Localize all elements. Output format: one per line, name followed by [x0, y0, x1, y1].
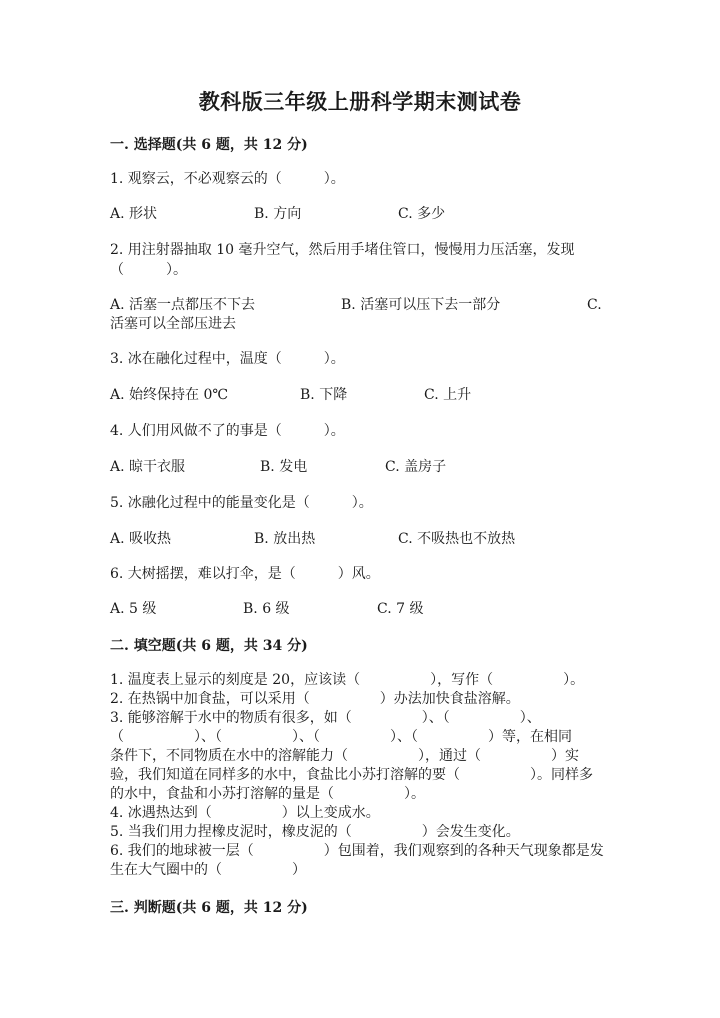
question-6-option-b: B. 6 级	[243, 601, 290, 617]
question-5-option-c: C. 不吸热也不放热	[398, 531, 516, 547]
question-2-option-a: A. 活塞一点都压不下去	[110, 297, 256, 313]
question-1-option-b: B. 方向	[254, 206, 302, 222]
section-2-heading: 二. 填空题(共 6 题，共 34 分)	[110, 638, 308, 654]
page-title: 教科版三年级上册科学期末测试卷	[198, 89, 522, 114]
question-3-option-c: C. 上升	[424, 387, 472, 403]
question-2-option-c-text: 活塞可以全部压进去	[110, 316, 236, 332]
question-3-option-b: B. 下降	[300, 387, 348, 403]
question-2-option-c: C.	[587, 297, 602, 313]
question-6-option-c: C. 7 级	[377, 601, 424, 617]
question-2-stem-line-2: （ ）。	[110, 262, 187, 278]
fill-line-5: 条件下，不同物质在水中的溶解能力（ ），通过（ ）实	[110, 748, 579, 764]
question-1-option-a: A. 形状	[110, 206, 158, 222]
question-6-stem: 6. 大树摇摆，难以打伞，是（ ）风。	[110, 566, 380, 582]
question-6-option-a: A. 5 级	[110, 601, 157, 617]
question-1-option-c: C. 多少	[398, 206, 446, 222]
fill-line-4: （ ）、（ ）、（ ）、（ ）等，在相同	[110, 729, 572, 745]
fill-line-7: 的水中，食盐和小苏打溶解的量是（ ）。	[110, 786, 425, 802]
question-3-stem: 3. 冰在融化过程中，温度（ ）。	[110, 351, 345, 367]
fill-line-3: 3. 能够溶解于水中的物质有很多，如（ ）、（ ）、	[110, 710, 541, 726]
question-4-option-a: A. 晾干衣服	[110, 459, 186, 475]
section-3-heading: 三. 判断题(共 6 题，共 12 分)	[110, 900, 308, 916]
question-4-stem: 4. 人们用风做不了的事是（ ）。	[110, 423, 345, 439]
question-1-stem: 1. 观察云，不必观察云的（ ）。	[110, 171, 345, 187]
question-5-option-a: A. 吸收热	[110, 531, 172, 547]
question-2-stem-line-1: 2. 用注射器抽取 10 毫升空气，然后用手堵住管口，慢慢用力压活塞，发现	[110, 242, 575, 258]
question-4-option-b: B. 发电	[260, 459, 308, 475]
fill-line-6: 验，我们知道在同样多的水中，食盐比小苏打溶解的要（ ）。同样多	[110, 767, 593, 783]
question-2-option-b: B. 活塞可以压下去一部分	[341, 297, 501, 313]
section-1-heading: 一. 选择题(共 6 题，共 12 分)	[110, 137, 308, 153]
question-3-option-a: A. 始终保持在 0℃	[110, 387, 229, 403]
fill-line-2: 2. 在热锅中加食盐，可以采用（ ）办法加快食盐溶解。	[110, 691, 520, 707]
fill-line-11: 生在大气圈中的（ ）	[110, 862, 306, 878]
question-5-stem: 5. 冰融化过程中的能量变化是（ ）。	[110, 495, 373, 511]
fill-line-8: 4. 冰遇热达到（ ）以上变成水。	[110, 805, 380, 821]
fill-line-1: 1. 温度表上显示的刻度是 20，应该读（ ），写作（ ）。	[110, 672, 585, 688]
fill-line-9: 5. 当我们用力捏橡皮泥时，橡皮泥的（ ）会发生变化。	[110, 824, 520, 840]
question-5-option-b: B. 放出热	[254, 531, 316, 547]
question-4-option-c: C. 盖房子	[385, 459, 447, 475]
fill-line-10: 6. 我们的地球被一层（ ）包围着，我们观察到的各种天气现象都是发	[110, 843, 604, 859]
